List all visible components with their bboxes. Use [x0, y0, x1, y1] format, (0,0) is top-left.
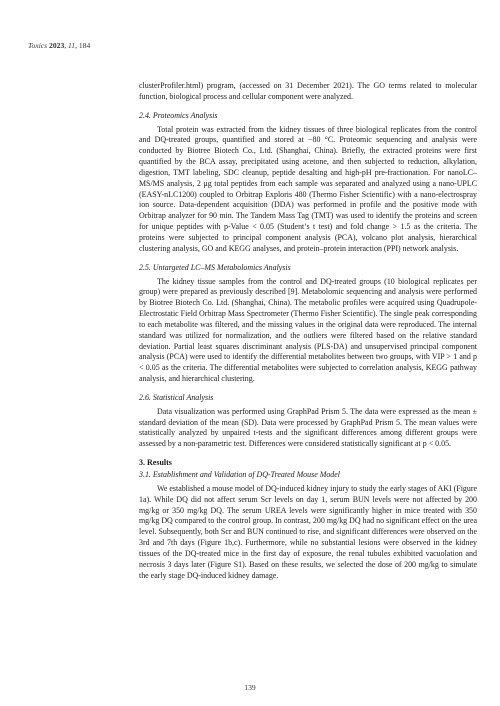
- paragraph-continuation: clusterProfiler.html) program, (accessed on 31 December 2021). The GO terms related to molecular function, biological process and cellular component were analyzed.: [139, 81, 477, 101]
- paragraph-statistics: Data visualization was performed using GraphPad Prism 5. The data were expressed as the mean ± standard deviation of the mean (SD). Data were processed by GraphPad Prism 5. The mean values were statistically analyzed by unpaired t-tests and the significant differences among different groups were assessed by a non-parametric test. Differences were considered statistically significant at p < 0.05.: [139, 406, 477, 449]
- journal-name: Toxics: [28, 41, 48, 50]
- journal-year: 2023: [49, 41, 65, 50]
- article-body: [139, 81, 477, 581]
- section-heading-proteomics: 2.4. Proteomics Analysis: [139, 110, 218, 120]
- header-separator-2: ,: [75, 41, 79, 50]
- section-heading-statistics: 2.6. Statistical Analysis: [139, 392, 214, 402]
- paragraph-metabolomics: The kidney tissue samples from the control and DQ-treated groups (10 biological replicates per group) were prepared as previously described [9]. Metabolomic sequencing and analysis were performed by Biotree Biotech Co. Ltd. (Shanghai, China). The metabolic profiles were acquired using Quadrupole-Electrostatic Field Orbitrap Mass Spectrometer (Thermo Fisher Scientific). The single peak corresponding to each metabolite was filtered, and the missing values in the original data were reproduced. The internal standard was utilized for normalization, and the outliers were filtered based on the relative standard deviation. Partial least squares discriminant analysis (PLS-DA) and unsupervised principal component analysis (PCA) were used to identify the differential metabolites between two groups, with VIP > 1 and p < 0.05 as the criteria. The differential metabolites were subjected to correlation analysis, KEGG pathway analysis, and hierarchical clustering.: [139, 276, 477, 384]
- running-header: [28, 41, 90, 50]
- article-number: 184: [78, 41, 91, 50]
- header-separator: ,: [64, 41, 69, 50]
- page-number: 139: [244, 683, 256, 692]
- section-heading-metabolomics: 2.5. Untargeted LC–MS Metabolomics Analysis: [139, 262, 291, 272]
- paragraph-proteomics: Total protein was extracted from the kidney tissues of three biological replicates from the control and DQ-treated groups, quantified and stored at −80 °C. Proteomic sequencing and analysis were conducted by Biotree Biotech Co., Ltd. (Shanghai, China). Briefly, the extracted proteins were first quantified by the BCA assay, precipitated using acetone, and then subjected to reduction, alkylation, digestion, TMT labeling, SDC cleanup, peptide desalting and high-pH pre-fractionation. For nanoLC–MS/MS analysis, 2 μg total peptides from each sample was separated and analyzed using a nano-UPLC (EASY-nLC1200) coupled to Orbitrap Exploris 480 (Thermo Fisher Scientific) with a nano-electrospray ion source. Data-dependent acquisition (DDA) was performed in profile and the positive mode with Orbitrap analyzer for 90 min. The Tandem Mass Tag (TMT) was used to identify the proteins and screen for unique peptides with p-Value < 0.05 (Student’s t test) and fold change > 1.5 as the criteria. The proteins were subjected to principal component analysis (PCA), volcano plot analysis, hierarchical clustering analysis, GO and KEGG analyses, and protein–protein interaction (PPI) network analysis.: [139, 124, 477, 253]
- paragraph-model: We established a mouse model of DQ-induced kidney injury to study the early stages of AKI (Figure 1a). While DQ did not affect serum Scr levels on day 1, serum BUN levels were not affected by 200 mg/kg or 350 mg/kg DQ. The serum UREA levels were significantly higher in mice treated with 350 mg/kg DQ compared to the control group. In contrast, 200 mg/kg DQ had no significant effect on the urea level. Subsequently, both Scr and BUN continued to rise, and significant differences were observed on the 3rd and 7th days (Figure 1b,c). Furthermore, while no substantial lesions were observed in the kidney tissues of the DQ-treated mice in the first day of exposure, the renal tubules exhibited vacuolation and necrosis 3 days later (Figure S1). Based on these results, we selected the dose of 200 mg/kg to simulate the early stage DQ-induced kidney damage.: [139, 483, 477, 580]
- journal-volume: 11: [68, 41, 76, 50]
- section-heading-results: 3. Results: [139, 458, 172, 468]
- section-heading-model: 3.1. Establishment and Validation of DQ-Treated Mouse Model: [139, 470, 340, 479]
